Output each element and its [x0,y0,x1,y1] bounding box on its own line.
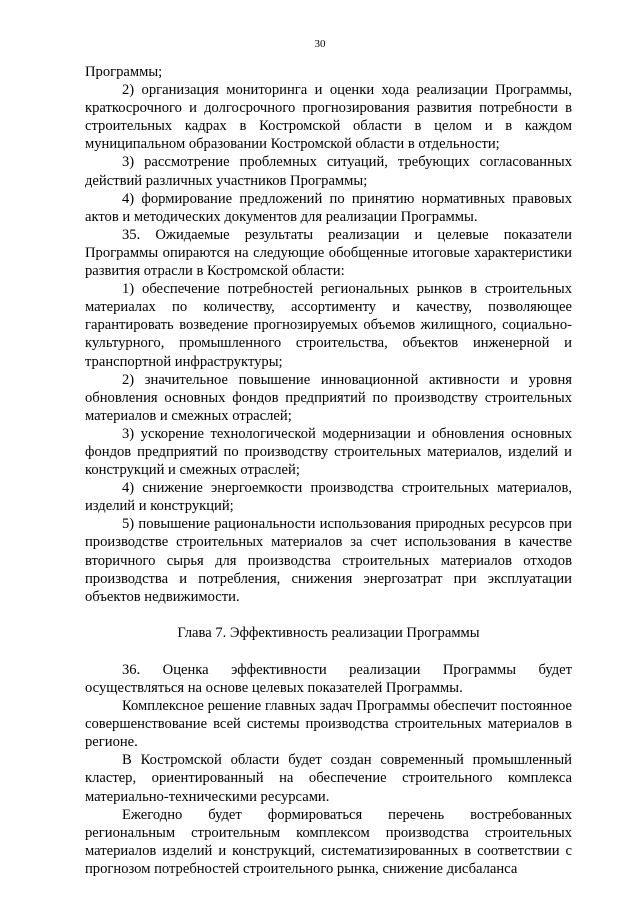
paragraph: Ежегодно будет формироваться перечень востребованных региональным строительным комплексом производства строительных материалов изделий и конструкций, систематизированных в соответствии с прогнозом потребностей строительного рынка, снижение дисбаланса [85,806,572,877]
document-body [85,63,572,878]
paragraph: 1) обеспечение потребностей региональных рынков в строительных материалах по количеству, ассортименту и качеству, позволяющее гарантировать возведение прогнозируемых объемов жилищного, социально-культурного, промышленного строительства, объектов инженерной и транспортной инфраструктуры; [85,281,572,370]
paragraph: 3) ускорение технологической модернизации и обновления основных фондов предприятий по производству строительных материалов, изделий и конструкций и смежных отраслей; [85,425,572,479]
paragraph: 4) формирование предложений по принятию нормативных правовых актов и методических документов для реализации Программы. [85,190,572,225]
paragraph: 5) повышение рациональности использования природных ресурсов при производстве строительных материалов за счет использования в качестве вторичного сырья для производства строительных материалов отходов производства и потребления, снижения энергозатрат при эксплуатации объектов недвижимости. [85,516,572,605]
paragraph: Комплексное решение главных задач Программы обеспечит постоянное совершенствование всей системы производства строительных материалов в регионе. [85,698,572,751]
paragraph: 2) организация мониторинга и оценки хода реализации Программы, краткосрочного и долгосрочного прогнозирования развития потребности в строительных кадрах в Костромской области в целом и в каждом муниципальном образовании Костромской области в отдельности; [85,82,572,153]
paragraph: 4) снижение энергоемкости производства строительных материалов, изделий и конструкций; [85,480,572,515]
page-number: 30 [314,38,326,50]
paragraph: 36. Оценка эффективности реализации Программы будет осуществляться на основе целевых показателей Программы. [85,661,572,696]
paragraph: Программы; [85,64,163,80]
paragraph: В Костромской области будет создан современный промышленный кластер, ориентированный на обеспечение строительного комплекса материально-техническими ресурсами. [85,752,572,805]
paragraph: 35. Ожидаемые результаты реализации и целевые показатели Программы опираются на следующие обобщенные итоговые характеристики развития отрасли в Костромской области: [85,226,572,280]
paragraph: 3) рассмотрение проблемных ситуаций, требующих согласованных действий различных участников Программы; [85,154,572,189]
paragraph: 2) значительное повышение инновационной активности и уровня обновления основных фондов предприятий по производству строительных материалов и смежных отраслей; [85,371,572,424]
chapter-heading: Глава 7. Эффективность реализации Программы [177,624,480,641]
